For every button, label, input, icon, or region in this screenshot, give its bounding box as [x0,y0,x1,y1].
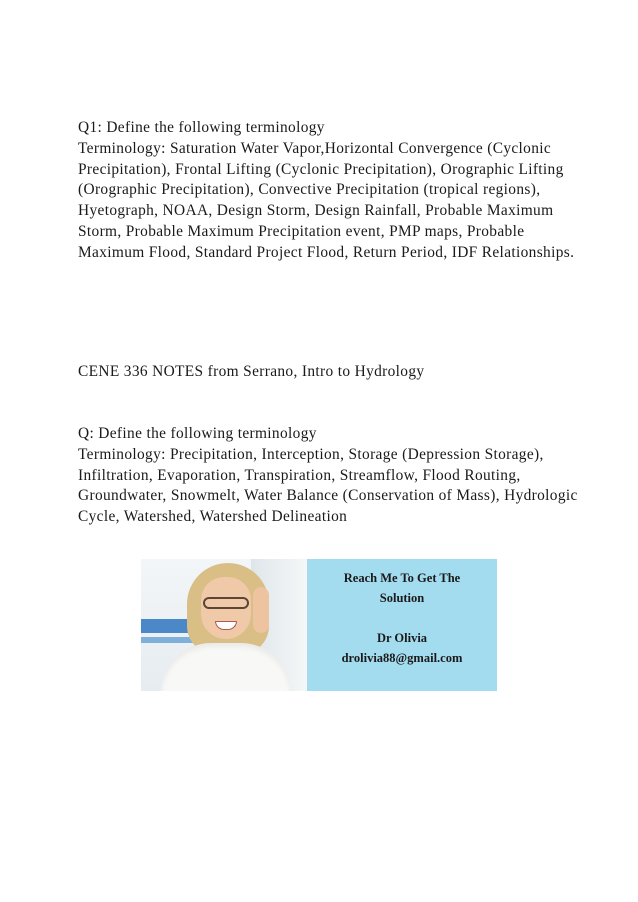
contact-panel [307,559,497,691]
contact-banner [141,559,497,691]
question-1-title: Q1: Define the following terminology [78,119,325,136]
contact-email: drolivia88@gmail.com [341,651,463,665]
woman-photo [141,559,307,691]
contact-name: Dr Olivia [376,631,428,645]
question-2-title: Q: Define the following terminology [78,425,317,442]
question-2-block [78,424,578,528]
banner-line-2: Solution [379,591,425,605]
question-2-terms: Terminology: Precipitation, Interception, Storage (Depression Storage), Infiltration, Evaporation, Transpiration, Streamflow, Flood Routing, Groundwater, Snowmelt, Water Balance (Conservation of Mass), Hydrologic Cycle, Watershed, Watershed Delineation [78,445,578,526]
question-1-terms: Terminology: Saturation Water Vapor,Horizontal Convergence (Cyclonic Precipitation), Frontal Lifting (Cyclonic Precipitation), Orographic Lifting (Orographic Precipitation), Convective Precipitation (tropical regions), Hyetograph, NOAA, Design Storm, Design Rainfall, Probable Maximum Storm, Probable Maximum Precipitation event, PMP maps, Probable Maximum Flood, Standard Project Flood, Return Period, IDF Relationships. [78,139,575,261]
banner-line-1: Reach Me To Get The [343,571,461,585]
question-1-block [78,118,578,264]
glasses-icon [203,597,249,609]
notes-heading: CENE 336 NOTES from Serrano, Intro to Hydrology [78,363,425,380]
notes-block [78,362,578,383]
